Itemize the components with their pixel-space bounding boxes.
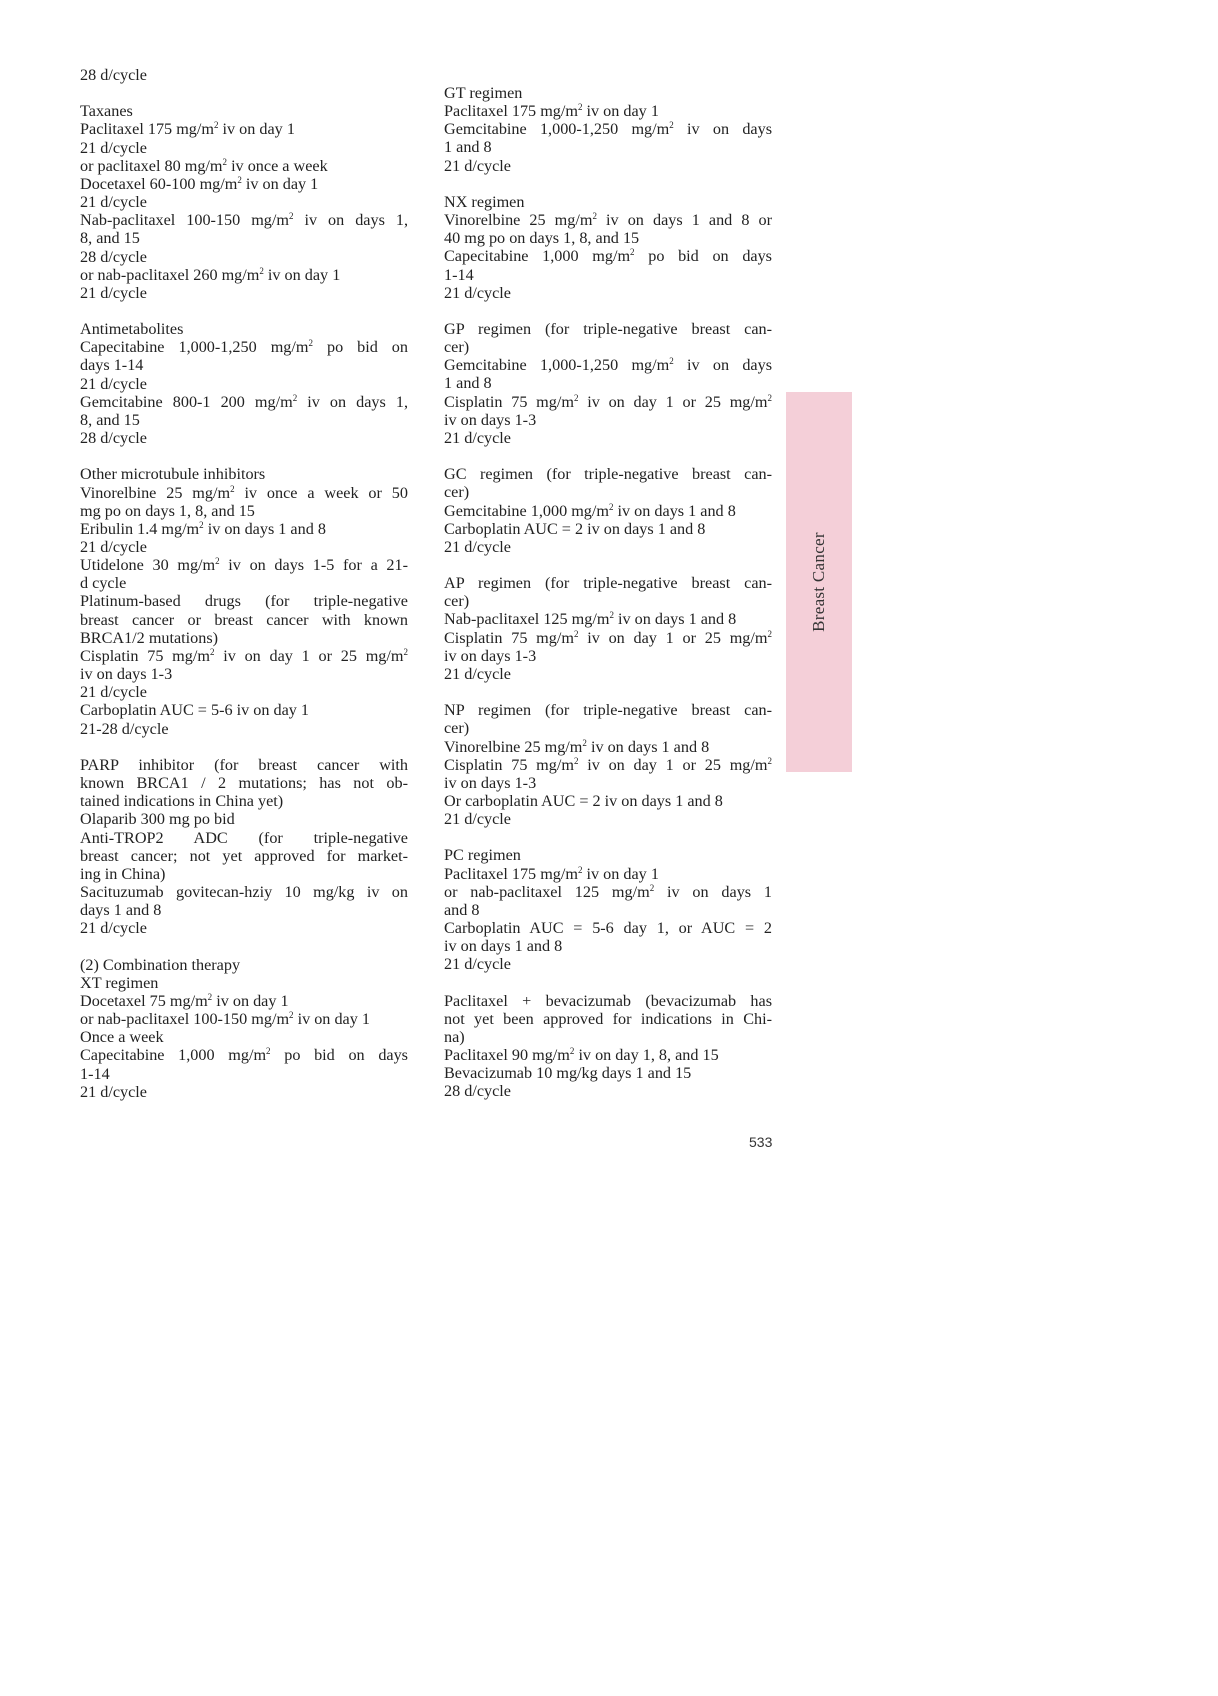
text-line: Vinorelbine 25 $mg/m^2$ iv once a week or 50 — [80, 483, 408, 502]
text-line — [80, 84, 408, 102]
text-line: Docetaxel 60-100 $mg/m^2$ iv on day 1 — [80, 174, 319, 193]
text-line: 21 d/cycle — [80, 1082, 147, 1101]
text-line: 28 d/cycle — [80, 429, 147, 448]
text-line — [444, 175, 772, 193]
text-line: ing in China) — [80, 864, 166, 883]
text-line: Platinum-based drugs (for triple-negative — [80, 592, 408, 611]
side-tab-label: Breast Cancer — [809, 532, 828, 632]
text-line: 21 d/cycle — [80, 538, 147, 557]
text-line: cer) — [444, 338, 470, 357]
text-line: Paclitaxel 90 $mg/m^2$ iv on day 1, 8, and 15 — [444, 1046, 719, 1065]
text-line: 21 d/cycle — [444, 283, 511, 302]
text-line: 21 d/cycle — [80, 283, 147, 302]
text-line: Nab-paclitaxel 125 $mg/m^2$ iv on days 1 and 8 — [444, 610, 737, 629]
text-line: na) — [444, 1028, 465, 1047]
text-line: 21 d/cycle — [444, 955, 511, 974]
text-line: 1 and 8 — [444, 374, 492, 393]
left-column — [80, 66, 408, 1101]
text-line: known BRCA1 / 2 mutations; has not ob- — [80, 774, 408, 793]
text-line: cer) — [444, 592, 470, 611]
text-line: Capecitabine 1,000 $mg/m^2$ po bid on days — [80, 1046, 408, 1065]
text-line: Eribulin 1.4 $mg/m^2$ iv on days 1 and 8 — [80, 519, 326, 538]
text-line: 8, and 15 — [80, 410, 140, 429]
text-line: Bevacizumab 10 mg/kg days 1 and 15 — [444, 1064, 692, 1083]
text-line: Paclitaxel 175 $mg/m^2$ iv on day 1 — [444, 102, 659, 121]
text-line: days 1-14 — [80, 356, 144, 375]
text-line: XT regimen — [80, 973, 159, 992]
text-line: iv on days 1-3 — [444, 410, 537, 429]
text-line: 21 d/cycle — [80, 919, 147, 938]
text-line: 1-14 — [80, 1064, 110, 1083]
text-line: iv on days 1 and 8 — [444, 937, 563, 956]
text-line: 21 d/cycle — [444, 428, 511, 447]
text-line — [80, 738, 408, 756]
text-line: 21 d/cycle — [444, 664, 511, 683]
text-line — [80, 302, 408, 320]
text-line: Gemcitabine 1,000 $mg/m^2$ iv on days 1 and 8 — [444, 501, 736, 520]
text-line — [444, 974, 772, 992]
text-line: Vinorelbine 25 $mg/m^2$ iv on days 1 and 8 or — [444, 211, 772, 230]
text-line: 21 d/cycle — [444, 156, 511, 175]
text-line: 21 d/cycle — [80, 374, 147, 393]
text-line: PARP inhibitor (for breast cancer with — [80, 755, 408, 774]
text-line: or nab-paclitaxel 125 $mg/m^2$ iv on days 1 — [444, 882, 773, 901]
text-line: Capecitabine 1,000-1,250 $mg/m^2$ po bid on — [80, 338, 408, 357]
text-line: breast cancer; not yet approved for market- — [80, 846, 408, 865]
text-line: 21 d/cycle — [80, 138, 147, 157]
text-line: Sacituzumab govitecan-hziy 10 mg/kg iv on — [80, 882, 408, 901]
text-line: 21 d/cycle — [444, 810, 511, 829]
text-line: Carboplatin AUC = 5-6 day 1, or AUC = 2 — [444, 919, 772, 938]
text-line: Nab-paclitaxel 100-150 $mg/m^2$ iv on days 1, — [80, 211, 408, 230]
page-number: 533 — [749, 1134, 773, 1150]
text-line: iv on days 1-3 — [444, 773, 537, 792]
text-line: iv on days 1-3 — [444, 646, 537, 665]
text-line: Gemcitabine 800-1 200 $mg/m^2$ iv on days 1, — [80, 392, 408, 411]
text-line — [80, 937, 408, 955]
text-line: or paclitaxel 80 $mg/m^2$ iv once a week — [80, 156, 328, 175]
text-line — [444, 828, 772, 846]
text-line: Taxanes — [80, 102, 133, 121]
text-line: GP regimen (for triple-negative breast can- — [444, 320, 772, 338]
text-line: Cisplatin 75 $mg/m^2$ iv on day 1 or 25 $mg/m^2$ — [444, 628, 772, 647]
text-line: Once a week — [80, 1028, 164, 1047]
text-line: 1-14 — [444, 265, 474, 284]
text-line: Or carboplatin AUC = 2 iv on days 1 and 8 — [444, 792, 723, 811]
text-line: (2) Combination therapy — [80, 955, 241, 974]
text-line: Carboplatin AUC = 5-6 iv on day 1 — [80, 701, 309, 720]
text-line: Paclitaxel 175 $mg/m^2$ iv on day 1 — [80, 120, 295, 139]
text-line: or nab-paclitaxel 100-150 $mg/m^2$ iv on day 1 — [80, 1010, 370, 1029]
text-line: or nab-paclitaxel 260 $mg/m^2$ iv on day 1 — [80, 265, 341, 284]
text-line: 40 mg po on days 1, 8, and 15 — [444, 229, 640, 248]
text-line: Cisplatin 75 $mg/m^2$ iv on day 1 or 25 $mg/m^2$ — [444, 755, 772, 774]
text-line — [444, 556, 772, 574]
text-line: NX regimen — [444, 192, 525, 211]
text-line: GT regimen — [444, 84, 523, 102]
text-line — [444, 447, 772, 465]
text-line: BRCA1/2 mutations) — [80, 628, 219, 647]
text-line — [80, 447, 408, 465]
text-line: Docetaxel 75 $mg/m^2$ iv on day 1 — [80, 991, 289, 1010]
text-line: Antimetabolites — [80, 320, 184, 339]
text-line: 1 and 8 — [444, 138, 492, 157]
text-line: 28 d/cycle — [80, 66, 147, 84]
text-line: Cisplatin 75 $mg/m^2$ iv on day 1 or 25 $mg/m^2$ — [444, 392, 772, 411]
text-line: iv on days 1-3 — [80, 665, 173, 684]
text-line: Gemcitabine 1,000-1,250 $mg/m^2$ iv on days — [444, 356, 772, 375]
text-line: 21 d/cycle — [80, 683, 147, 702]
text-line: Vinorelbine 25 $mg/m^2$ iv on days 1 and 8 — [444, 737, 710, 756]
text-line: 28 d/cycle — [444, 1082, 511, 1101]
text-line: tained indications in China yet) — [80, 792, 284, 811]
text-line: 21-28 d/cycle — [80, 719, 169, 738]
text-line: Olaparib 300 mg po bid — [80, 810, 235, 829]
text-line: Anti-TROP2 ADC (for triple-negative — [80, 828, 408, 847]
text-line: d cycle — [80, 574, 127, 593]
text-line: Other microtubule inhibitors — [80, 465, 266, 484]
text-line: breast cancer or breast cancer with known — [80, 610, 408, 629]
text-line: 28 d/cycle — [80, 247, 147, 266]
text-line: not yet been approved for indications in Chi- — [444, 1009, 772, 1028]
text-line: cer) — [444, 719, 470, 738]
text-line: GC regimen (for triple-negative breast can- — [444, 465, 772, 484]
text-line: Carboplatin AUC = 2 iv on days 1 and 8 — [444, 519, 706, 538]
text-line — [444, 302, 772, 320]
text-line: days 1 and 8 — [80, 901, 162, 920]
text-line: Paclitaxel + bevacizumab (bevacizumab has — [444, 991, 772, 1010]
text-line: cer) — [444, 483, 470, 502]
text-line: mg po on days 1, 8, and 15 — [80, 501, 255, 520]
text-line: NP regimen (for triple-negative breast can- — [444, 701, 772, 720]
section-side-tab — [786, 392, 852, 772]
text-line: and 8 — [444, 900, 480, 919]
text-line: PC regimen — [444, 846, 521, 865]
text-line: 8, and 15 — [80, 229, 140, 248]
text-line: AP regimen (for triple-negative breast can- — [444, 574, 772, 593]
text-line: Paclitaxel 175 $mg/m^2$ iv on day 1 — [444, 864, 659, 883]
text-line: Cisplatin 75 $mg/m^2$ iv on day 1 or 25 $mg/m^2$ — [80, 646, 408, 665]
text-line: Utidelone 30 $mg/m^2$ iv on days 1-5 for a 21- — [80, 556, 408, 575]
text-line: 21 d/cycle — [80, 193, 147, 212]
text-line: 21 d/cycle — [444, 537, 511, 556]
text-line: Capecitabine 1,000 $mg/m^2$ po bid on days — [444, 247, 772, 266]
right-column — [444, 84, 772, 1101]
text-line — [444, 683, 772, 701]
text-line: Gemcitabine 1,000-1,250 $mg/m^2$ iv on days — [444, 120, 772, 139]
